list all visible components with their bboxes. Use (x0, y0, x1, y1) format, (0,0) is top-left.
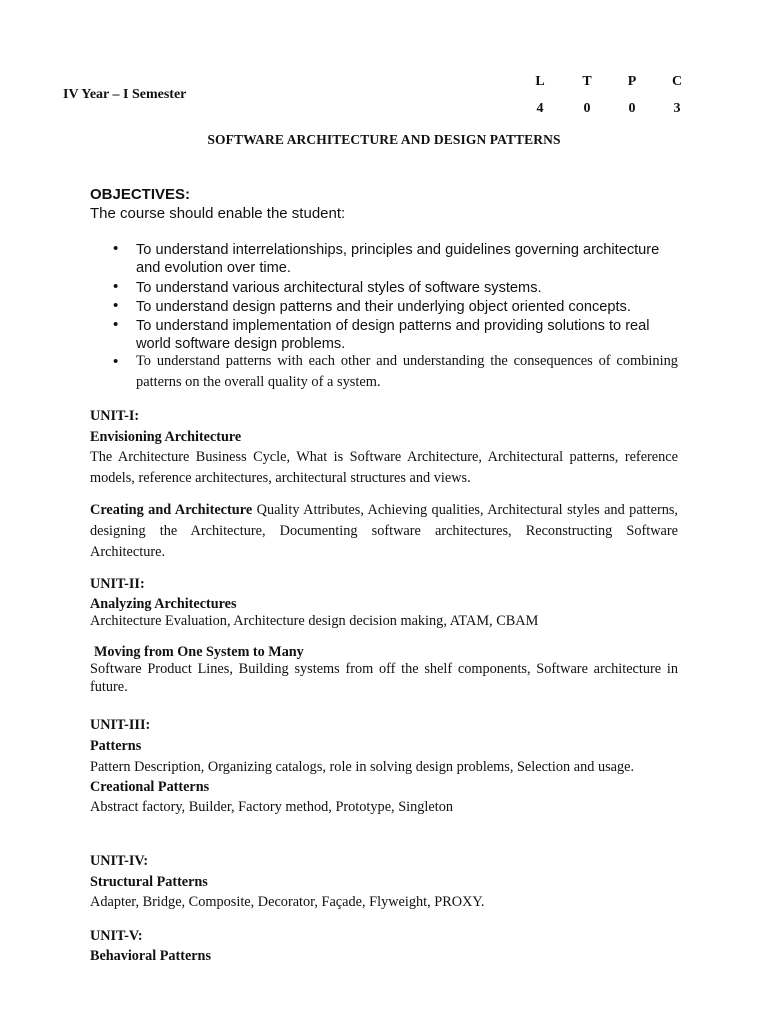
unit-3-description-2: Abstract factory, Builder, Factory method, Prototype, Singleton (90, 799, 453, 815)
ltpc-label-t: T (582, 74, 592, 89)
objectives-intro: The course should enable the student: (90, 205, 346, 222)
unit-1-creating-heading: Creating and Architecture (90, 502, 253, 518)
unit-4-description: Adapter, Bridge, Composite, Decorator, Façade, Flyweight, PROXY. (90, 894, 485, 910)
semester-label: IV Year – I Semester (63, 87, 187, 102)
objective-item: To understand various architectural styles of software systems. (136, 280, 542, 296)
unit-1-description: The Architecture Business Cycle, What is Software Architecture, Architectural patterns, reference models, reference architectures, architectural structures and views. (90, 449, 678, 486)
unit-3-subheading: Patterns (90, 738, 142, 754)
unit-1-creating-paragraph (90, 500, 678, 563)
unit-2-subheading: Analyzing Architectures (90, 596, 237, 612)
ltpc-value-l: 4 (536, 101, 544, 116)
unit-2-title: UNIT-II: (90, 576, 145, 592)
unit-1-title: UNIT-I: (90, 408, 140, 424)
ltpc-value-c: 3 (673, 101, 681, 116)
ltpc-value-p: 0 (628, 101, 636, 116)
ltpc-label-c: C (671, 74, 683, 89)
objective-item: To understand design patterns and their underlying object oriented concepts. (136, 299, 631, 315)
objective-item: To understand implementation of design patterns and providing solutions to real world software design problems. (136, 318, 650, 352)
unit-2-subheading-2: Moving from One System to Many (94, 644, 304, 660)
unit-2-description: Architecture Evaluation, Architecture design decision making, ATAM, CBAM (90, 613, 539, 629)
objective-item: To understand patterns with each other and understanding the consequences of combining patterns on the overall quality of a system. (136, 353, 678, 390)
unit-5-title: UNIT-V: (90, 928, 143, 944)
unit-5-subheading: Behavioral Patterns (90, 948, 211, 964)
bullet-marker: • (113, 353, 119, 370)
unit-4-title: UNIT-IV: (90, 853, 149, 869)
ltpc-label-l: L (535, 74, 545, 89)
ltpc-value-t: 0 (583, 101, 591, 116)
bullet-marker: • (113, 316, 119, 333)
unit-1-creating-text: Quality Attributes, Achieving qualities, Architectural styles and patterns, designing the Architecture, Documenting software architectures, Reconstructing Software Architecture. (90, 502, 678, 560)
course-title: SOFTWARE ARCHITECTURE AND DESIGN PATTERNS (207, 132, 561, 147)
unit-2-description-2: Software Product Lines, Building systems from off the shelf components, Software architecture in future. (90, 661, 678, 695)
bullet-marker: • (113, 278, 119, 295)
bullet-marker: • (113, 297, 119, 314)
ltpc-label-p: P (627, 74, 637, 89)
bullet-marker: • (113, 240, 119, 257)
unit-4-subheading: Structural Patterns (90, 874, 208, 890)
objectives-heading: OBJECTIVES: (90, 186, 191, 203)
unit-1-subheading: Envisioning Architecture (90, 429, 242, 445)
unit-3-subheading-2: Creational Patterns (90, 779, 210, 795)
unit-3-description: Pattern Description, Organizing catalogs, role in solving design problems, Selection and usage. (90, 759, 635, 775)
unit-3-title: UNIT-III: (90, 717, 151, 733)
objective-item: To understand interrelationships, principles and guidelines governing architecture and evolution over time. (136, 242, 660, 276)
